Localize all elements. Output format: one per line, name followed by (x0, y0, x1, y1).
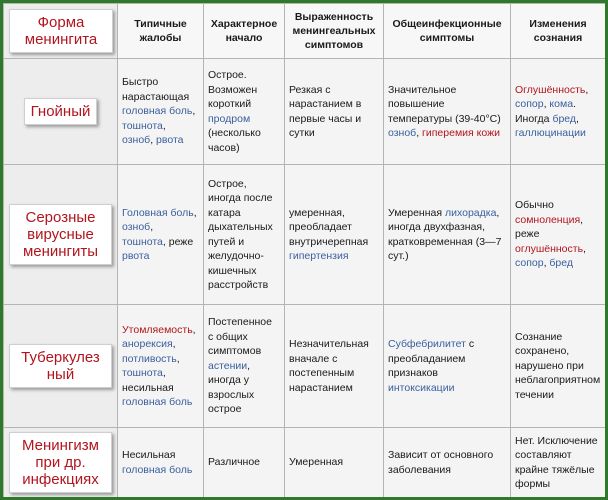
cell-text: Умеренная (289, 456, 344, 469)
row-label-cell (4, 59, 118, 165)
term-link-text[interactable]: рвота (156, 134, 184, 147)
infection-cell (384, 305, 511, 428)
term-highlight-text: Утомляемость (122, 323, 193, 336)
header-consciousness: Изменения сознания (511, 4, 606, 59)
term-link-text[interactable]: кома (549, 98, 574, 110)
cell-text: Сознание сохранено, нарушено при неблагоприятном течении (515, 330, 601, 401)
cell-text: Нет. Исключение составляют крайне тяжёлые формы (515, 434, 598, 490)
cell-text: , (543, 257, 550, 270)
cell-text: Острое. Возможен короткий (208, 69, 258, 110)
header-complaints: Типичные жалобы (118, 4, 204, 59)
header-form-label: Форма менингита (9, 9, 113, 53)
table-row (4, 305, 606, 428)
cell-text: , реже (162, 235, 194, 248)
term-link-text[interactable]: тошнота (122, 119, 163, 132)
cell-text: , (150, 221, 154, 233)
cell-text: Несильная (122, 449, 176, 461)
row-label: Серозные вирусные менингиты (9, 204, 112, 265)
row-label: Туберкулез ный (9, 344, 112, 388)
complaints-cell (118, 59, 204, 165)
term-link-text[interactable]: тошнота (122, 367, 163, 379)
term-highlight-text: сомноленция (515, 213, 581, 226)
cell-text: , реже (515, 213, 584, 241)
cell-text: , (150, 134, 157, 147)
cell-text: Значительное повышение температуры (39-40°С) (388, 83, 501, 125)
term-link-text[interactable]: озноб (122, 134, 151, 147)
row-label-cell (4, 428, 118, 498)
cell-text: (несколько часов) (208, 127, 261, 154)
cell-text: , иногда двухфазная, кратковременная (3—7 сут.) (388, 206, 502, 262)
table-row (4, 59, 606, 165)
cell-text: Незначительная вначале с постепенным нарастанием (289, 338, 369, 394)
term-link-text[interactable]: интоксикации (388, 381, 455, 394)
term-highlight-text: гиперемия кожи (422, 127, 500, 139)
cell-text: . Иногда (515, 98, 576, 125)
header-row (4, 4, 606, 59)
infection-cell (384, 428, 511, 498)
term-link-text[interactable]: сопор (515, 257, 544, 270)
cell-text: Острое, иногда после катара дыхательных путей и желудочно-кишечных расстройств (208, 177, 273, 291)
cell-text: , (416, 127, 423, 139)
term-highlight-text: Оглушённость (515, 83, 586, 96)
consciousness-cell (511, 59, 606, 165)
cell-text: , (583, 242, 586, 255)
term-link-text[interactable]: бред (549, 257, 574, 270)
cell-text: , иногда у взрослых острое (208, 359, 255, 416)
cell-text: , (162, 119, 166, 132)
term-link-text[interactable]: головная боль (122, 105, 193, 118)
cell-text: Различное (208, 456, 261, 469)
cell-text: , (176, 352, 180, 365)
header-meningeal: Выраженность менингеальных симптомов (285, 4, 384, 59)
cell-text: , (192, 105, 196, 118)
term-link-text[interactable]: Головная боль (122, 206, 194, 219)
onset-cell (204, 305, 285, 428)
row-label-cell (4, 305, 118, 428)
cell-text: , (192, 323, 196, 336)
header-infection: Общеинфекционные симптомы (384, 4, 511, 59)
cell-text: , (172, 338, 176, 350)
cell-text: , (585, 83, 589, 96)
cell-text: Быстро нарастающая (122, 76, 190, 103)
meningeal-cell (285, 428, 384, 498)
complaints-cell (118, 165, 204, 305)
header-form-cell (4, 4, 118, 59)
consciousness-cell (511, 428, 606, 498)
consciousness-cell (511, 305, 606, 428)
term-link-text[interactable]: сопор (515, 98, 544, 110)
term-link-text[interactable]: Субфебрилитет (388, 338, 466, 350)
cell-text: Умеренная (388, 206, 445, 219)
term-link-text[interactable]: головная боль (122, 463, 193, 476)
term-link-text[interactable]: рвота (122, 250, 150, 262)
term-link-text[interactable]: головная боль (122, 396, 193, 408)
term-link-text[interactable]: озноб (122, 221, 151, 233)
cell-text: Зависит от основного заболевания (388, 449, 494, 476)
meningeal-cell (285, 305, 384, 428)
term-link-text[interactable]: бред (552, 112, 577, 125)
infection-cell (384, 59, 511, 165)
term-link-text[interactable]: тошнота (122, 235, 163, 248)
cell-text: Обычно (515, 199, 554, 212)
cell-text: , несильная (122, 367, 174, 394)
term-link-text[interactable]: гипертензия (289, 250, 349, 262)
cell-text: , (576, 112, 579, 125)
onset-cell (204, 165, 285, 305)
meningeal-cell (285, 59, 384, 165)
meningeal-cell (285, 165, 384, 305)
term-link-text[interactable]: галлюцинации (515, 127, 586, 139)
term-link-text[interactable]: астении (208, 359, 248, 372)
cell-text: умеренная, преобладает внутричерепная (289, 206, 369, 248)
table-row (4, 165, 606, 305)
cell-text: Постепенное с общих симптомов (208, 316, 272, 358)
term-link-text[interactable]: потливость (122, 352, 177, 365)
onset-cell (204, 59, 285, 165)
complaints-cell (118, 305, 204, 428)
row-label: Менингизм при др. инфекциях (9, 432, 112, 493)
term-link-text[interactable]: продром (208, 112, 251, 125)
meningitis-table (3, 3, 606, 498)
onset-cell (204, 428, 285, 498)
term-link-text[interactable]: лихорадка (444, 206, 497, 219)
header-onset: Характерное начало (204, 4, 285, 59)
term-link-text[interactable]: анорексия (122, 338, 173, 350)
table-row (4, 428, 606, 498)
cell-text: Резкая с нарастанием в первые часы и сутки (289, 83, 362, 139)
cell-text: , (193, 206, 197, 219)
row-label: Гнойный (24, 98, 98, 125)
cell-text: с преобладанием признаков (388, 338, 475, 379)
term-link-text[interactable]: озноб (388, 127, 417, 139)
complaints-cell (118, 428, 204, 498)
term-highlight-text: оглушённость (515, 242, 584, 255)
infection-cell (384, 165, 511, 305)
row-label-cell (4, 165, 118, 305)
consciousness-cell (511, 165, 606, 305)
cell-text: , (543, 98, 550, 110)
